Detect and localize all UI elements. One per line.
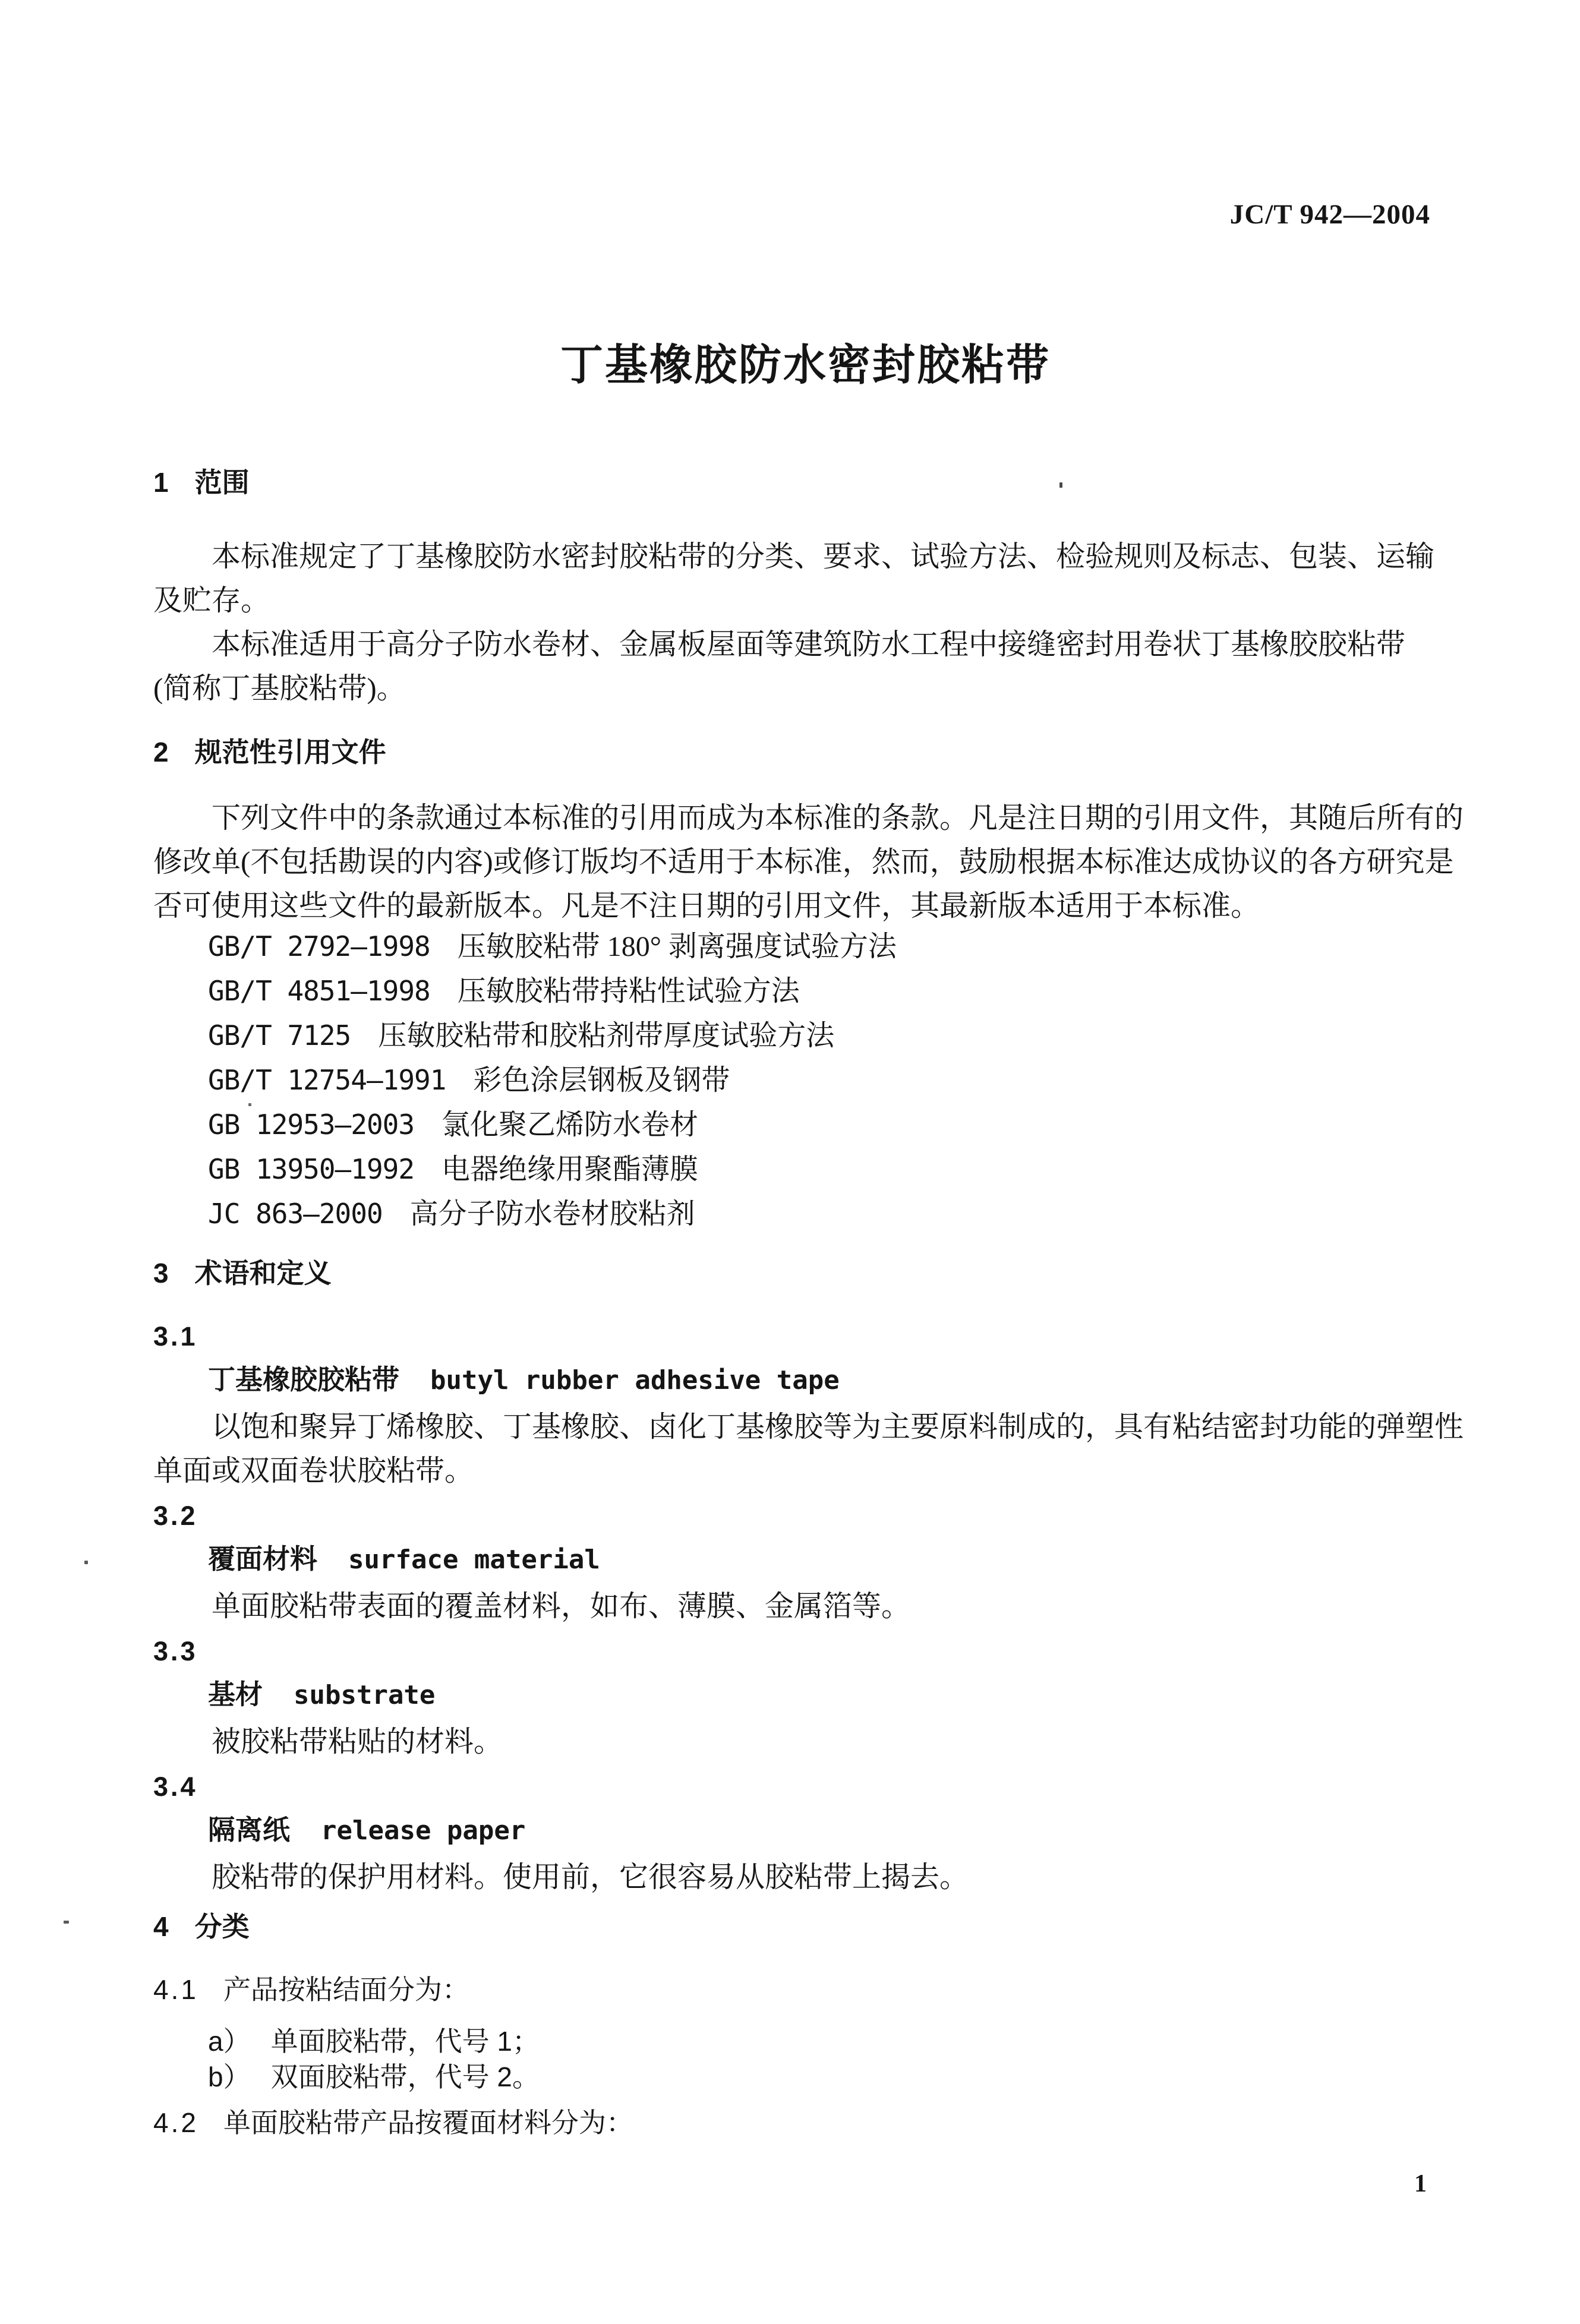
reference-code: GB 13950—1992 — [208, 1153, 415, 1185]
paragraph-line: 及贮存。 — [153, 584, 270, 617]
definition-line: 单面或双面卷状胶粘带。 — [153, 1454, 474, 1487]
reference-code: JC 863—2000 — [208, 1198, 383, 1230]
section-title: 范围 — [194, 467, 250, 498]
section-heading-scope — [153, 463, 1461, 501]
reference-title: 压敏胶粘带持粘性试验方法 — [457, 975, 800, 1007]
reference-item — [153, 1013, 1461, 1058]
reference-code: GB/T 7125 — [208, 1019, 351, 1052]
term-number: 3.3 — [153, 1636, 198, 1666]
list-item — [153, 2059, 1461, 2095]
term-zh: 丁基橡胶胶粘带 — [208, 1364, 399, 1395]
term-zh: 基材 — [208, 1679, 263, 1710]
section-number: 4 — [153, 1911, 169, 1942]
section-number: 2 — [153, 737, 169, 768]
reference-item — [153, 1147, 1461, 1192]
clause-number: 4.2 — [153, 2107, 198, 2138]
document-body — [153, 463, 1464, 2141]
clause-text: 单面胶粘带产品按覆面材料分为： — [223, 2107, 633, 2138]
standard-code: JC/T 942—2004 — [1229, 199, 1430, 230]
scan-speck — [84, 1561, 88, 1564]
definition-line: 胶粘带的保护用材料。使用前，它很容易从胶粘带上揭去。 — [212, 1861, 969, 1893]
reference-item — [153, 969, 1461, 1013]
section-number: 1 — [153, 467, 169, 498]
paragraph-line: 下列文件中的条款通过本标准的引用而成为本标准的条款。凡是注日期的引用文件，其随后所有的 — [212, 801, 1464, 834]
term-entry — [153, 1361, 1461, 1399]
term-number: 3.1 — [153, 1321, 198, 1352]
term-number: 3.2 — [153, 1501, 198, 1531]
reference-item — [153, 1058, 1461, 1103]
term-zh: 隔离纸 — [208, 1814, 290, 1845]
clause-4-2 — [153, 2104, 1461, 2141]
reference-item — [153, 924, 1461, 969]
list-item-text: 双面胶粘带，代号 2。 — [270, 2061, 540, 2092]
term-number: 3.4 — [153, 1772, 198, 1802]
clause-text: 产品按粘结面分为： — [223, 1974, 469, 2005]
term-definition — [153, 1855, 1461, 1899]
section-heading-classification — [153, 1908, 1461, 1946]
reference-item — [153, 1192, 1461, 1236]
reference-title: 压敏胶粘带和胶粘剂带厚度试验方法 — [378, 1020, 835, 1052]
reference-code: GB 12953—2003 — [208, 1109, 415, 1141]
term-en: butyl rubber adhesive tape — [430, 1365, 840, 1395]
clause-number: 4.1 — [153, 1974, 198, 2005]
term-entry — [153, 1811, 1461, 1849]
reference-list — [153, 924, 1461, 1236]
reference-code: GB/T 2792—1998 — [208, 930, 430, 962]
list-item-label: b） — [208, 2061, 251, 2092]
term-definition — [153, 1584, 1461, 1628]
term-entry — [153, 1540, 1461, 1578]
paragraph-line: 否可使用这些文件的最新版本。凡是不注日期的引用文件，其最新版本适用于本标准。 — [153, 889, 1260, 922]
list-item-label: a） — [208, 2026, 251, 2057]
term-definition — [153, 1405, 1464, 1493]
document-title: 丁基橡胶防水密封胶粘带 — [560, 342, 1051, 389]
scan-speck — [64, 1921, 69, 1924]
definition-line: 单面胶粘带表面的覆盖材料，如布、薄膜、金属箔等。 — [212, 1590, 911, 1622]
reference-code: GB/T 4851—1998 — [208, 975, 430, 1007]
paragraph-line: 本标准适用于高分子防水卷材、金属板屋面等建筑防水工程中接缝密封用卷状丁基橡胶胶粘带 — [212, 628, 1406, 661]
paragraph-line: 本标准规定了丁基橡胶防水密封胶粘带的分类、要求、试验方法、检验规则及标志、包装、运输 — [212, 540, 1435, 573]
reference-title: 电器绝缘用聚酯薄膜 — [441, 1154, 699, 1185]
definition-line: 被胶粘带粘贴的材料。 — [212, 1725, 503, 1758]
paragraph-line: 修改单(不包括勘误的内容)或修订版均不适用于本标准，然而，鼓励根据本标准达成协议的各方研究是 — [153, 845, 1454, 878]
reference-title: 压敏胶粘带 180° 剥离强度试验方法 — [457, 931, 897, 962]
section-heading-normative-references — [153, 733, 1461, 771]
list-item-text: 单面胶粘带，代号 1； — [270, 2026, 540, 2057]
term-en: substrate — [294, 1680, 436, 1710]
term-zh: 覆面材料 — [208, 1543, 317, 1574]
reference-code: GB/T 12754—1991 — [208, 1064, 446, 1096]
section-heading-terms-definitions — [153, 1254, 1461, 1292]
term-en: surface material — [348, 1545, 600, 1575]
term-definition — [153, 1720, 1461, 1764]
reference-title: 氯化聚乙烯防水卷材 — [441, 1109, 699, 1141]
section-title: 规范性引用文件 — [194, 737, 386, 768]
reference-item — [153, 1103, 1461, 1147]
section-title: 分类 — [194, 1911, 250, 1942]
term-en: release paper — [321, 1815, 526, 1846]
clause-4-1 — [153, 1971, 1461, 2008]
term-entry — [153, 1676, 1461, 1714]
reference-title: 高分子防水卷材胶粘剂 — [409, 1198, 695, 1230]
paragraph-line: (简称丁基胶粘带)。 — [153, 672, 406, 705]
definition-line: 以饱和聚异丁烯橡胶、丁基橡胶、卤化丁基橡胶等为主要原料制成的，具有粘结密封功能的弹塑性 — [212, 1410, 1464, 1443]
section-number: 3 — [153, 1258, 169, 1289]
list-item — [153, 2023, 1461, 2059]
page-number: 1 — [1414, 2170, 1427, 2197]
section-title: 术语和定义 — [194, 1258, 332, 1289]
reference-title: 彩色涂层钢板及钢带 — [473, 1065, 730, 1096]
